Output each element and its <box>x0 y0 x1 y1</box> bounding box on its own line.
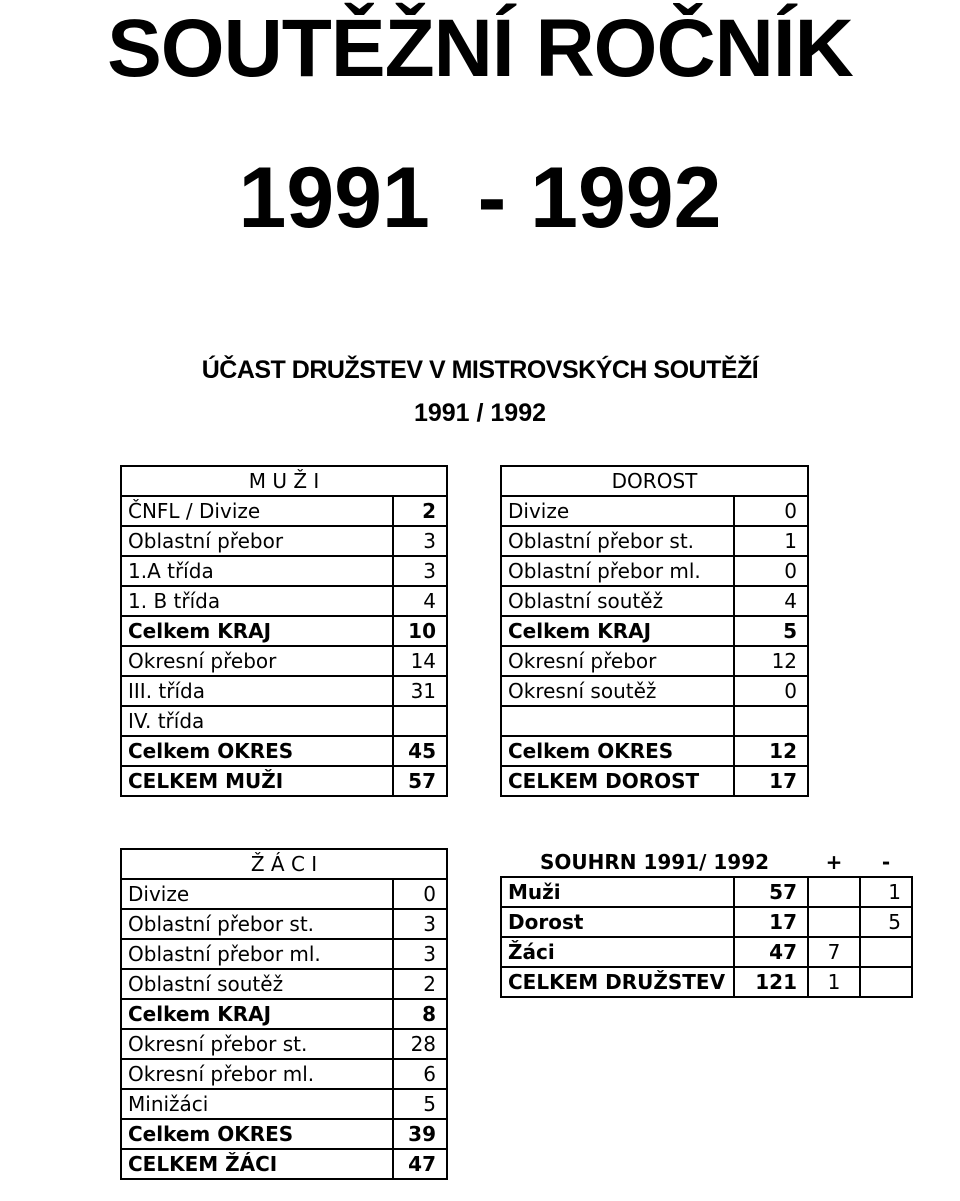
row-label: Okresní přebor <box>501 646 734 676</box>
row-label: Žáci <box>501 937 734 967</box>
row-value: 10 <box>393 616 447 646</box>
souhrn-plus-header: + <box>825 850 843 874</box>
row-label: 1. B třída <box>121 586 393 616</box>
table-row <box>121 1149 447 1179</box>
row-label: IV. třída <box>121 706 393 736</box>
row-label <box>501 706 734 736</box>
season-title: 1991 - 1992 <box>238 150 722 246</box>
row-value: 2 <box>393 496 447 526</box>
table-row <box>121 939 447 969</box>
muzi-table-body <box>121 466 447 796</box>
table-row <box>501 706 808 736</box>
row-value <box>734 706 808 736</box>
row-label: Oblastní přebor <box>121 526 393 556</box>
souhrn-table-body <box>501 848 912 997</box>
row-value: 12 <box>734 736 808 766</box>
table-row <box>501 877 912 907</box>
table-row <box>121 736 447 766</box>
page-title: SOUTĚŽNÍ ROČNÍK <box>107 3 853 94</box>
souhrn-header-row <box>501 848 912 877</box>
table-row <box>501 967 912 997</box>
table-row <box>501 556 808 586</box>
row-minus <box>860 967 912 997</box>
row-label: Okresní přebor <box>121 646 393 676</box>
row-label: CELKEM ŽÁCI <box>121 1149 393 1179</box>
row-value: 0 <box>734 496 808 526</box>
zaci-header: Ž Á C I <box>121 849 447 879</box>
row-label: Celkem OKRES <box>121 736 393 766</box>
souhrn-header: SOUHRN 1991/ 1992 <box>539 850 770 874</box>
row-minus: 1 <box>860 877 912 907</box>
row-label: Oblastní přebor ml. <box>121 939 393 969</box>
table-row <box>121 879 447 909</box>
row-value: 12 <box>734 646 808 676</box>
table-row <box>501 907 912 937</box>
zaci-table-body <box>121 849 447 1179</box>
row-label: CELKEM DRUŽSTEV <box>501 967 734 997</box>
row-label: Celkem OKRES <box>501 736 734 766</box>
table-row <box>121 676 447 706</box>
row-value: 3 <box>393 939 447 969</box>
dorost-table-body <box>501 466 808 796</box>
row-value: 4 <box>393 586 447 616</box>
row-value: 0 <box>393 879 447 909</box>
row-minus <box>860 937 912 967</box>
row-label: Celkem OKRES <box>121 1119 393 1149</box>
row-value: 121 <box>734 967 808 997</box>
row-value: 57 <box>734 877 808 907</box>
table-row <box>121 1029 447 1059</box>
table-row <box>121 999 447 1029</box>
table-row <box>501 526 808 556</box>
row-value: 39 <box>393 1119 447 1149</box>
table-row <box>121 909 447 939</box>
row-label: Muži <box>501 877 734 907</box>
row-plus <box>808 877 860 907</box>
table-row <box>121 616 447 646</box>
table-row <box>121 646 447 676</box>
row-value: 45 <box>393 736 447 766</box>
table-row <box>121 556 447 586</box>
row-value: 17 <box>734 907 808 937</box>
table-row <box>121 1089 447 1119</box>
table-row <box>121 1119 447 1149</box>
row-label: Okresní soutěž <box>501 676 734 706</box>
row-label: III. třída <box>121 676 393 706</box>
row-label: 1.A třída <box>121 556 393 586</box>
table-row <box>121 496 447 526</box>
table-row <box>501 736 808 766</box>
row-value: 5 <box>393 1089 447 1119</box>
row-value: 28 <box>393 1029 447 1059</box>
row-label: Okresní přebor st. <box>121 1029 393 1059</box>
row-label: Divize <box>501 496 734 526</box>
row-label: Celkem KRAJ <box>121 999 393 1029</box>
dorost-header-row <box>501 466 808 496</box>
dorost-table <box>500 465 809 797</box>
row-value: 3 <box>393 909 447 939</box>
row-label: Minižáci <box>121 1089 393 1119</box>
row-minus: 5 <box>860 907 912 937</box>
row-label: Oblastní přebor st. <box>121 909 393 939</box>
row-label: Oblastní přebor st. <box>501 526 734 556</box>
row-value: 3 <box>393 556 447 586</box>
table-row <box>121 526 447 556</box>
row-plus: 1 <box>808 967 860 997</box>
row-value: 8 <box>393 999 447 1029</box>
table-row <box>501 937 912 967</box>
row-label: Dorost <box>501 907 734 937</box>
row-label: Divize <box>121 879 393 909</box>
row-label: Oblastní soutěž <box>501 586 734 616</box>
muzi-header: M U Ž I <box>121 466 447 496</box>
row-value: 0 <box>734 676 808 706</box>
row-value: 57 <box>393 766 447 796</box>
muzi-header-row <box>121 466 447 496</box>
table-row <box>501 496 808 526</box>
table-row <box>501 676 808 706</box>
table-row <box>501 646 808 676</box>
table-row <box>501 586 808 616</box>
row-value: 3 <box>393 526 447 556</box>
table-row <box>121 969 447 999</box>
row-value: 31 <box>393 676 447 706</box>
row-value: 5 <box>734 616 808 646</box>
table-row <box>121 766 447 796</box>
section-season: 1991 / 1992 <box>413 399 547 427</box>
dorost-header: DOROST <box>501 466 808 496</box>
row-label: Celkem KRAJ <box>501 616 734 646</box>
table-row <box>501 766 808 796</box>
row-plus: 7 <box>808 937 860 967</box>
section-subtitle: ÚČAST DRUŽSTEV V MISTROVSKÝCH SOUTĚŽÍ <box>201 356 759 384</box>
row-label: Celkem KRAJ <box>121 616 393 646</box>
row-value: 4 <box>734 586 808 616</box>
table-row <box>121 1059 447 1089</box>
row-label: CELKEM MUŽI <box>121 766 393 796</box>
souhrn-minus-header: - <box>881 850 891 874</box>
row-value: 2 <box>393 969 447 999</box>
table-row <box>121 586 447 616</box>
zaci-header-row <box>121 849 447 879</box>
zaci-table <box>120 848 448 1180</box>
row-label: Oblastní přebor ml. <box>501 556 734 586</box>
row-value: 6 <box>393 1059 447 1089</box>
row-value: 0 <box>734 556 808 586</box>
souhrn-table <box>500 848 913 998</box>
table-row <box>501 616 808 646</box>
row-label: Okresní přebor ml. <box>121 1059 393 1089</box>
row-value: 17 <box>734 766 808 796</box>
row-value <box>393 706 447 736</box>
row-value: 47 <box>393 1149 447 1179</box>
row-value: 47 <box>734 937 808 967</box>
muzi-table <box>120 465 448 797</box>
row-label: Oblastní soutěž <box>121 969 393 999</box>
table-row <box>121 706 447 736</box>
row-plus <box>808 907 860 937</box>
row-value: 14 <box>393 646 447 676</box>
row-label: CELKEM DOROST <box>501 766 734 796</box>
row-value: 1 <box>734 526 808 556</box>
row-label: ČNFL / Divize <box>121 496 393 526</box>
